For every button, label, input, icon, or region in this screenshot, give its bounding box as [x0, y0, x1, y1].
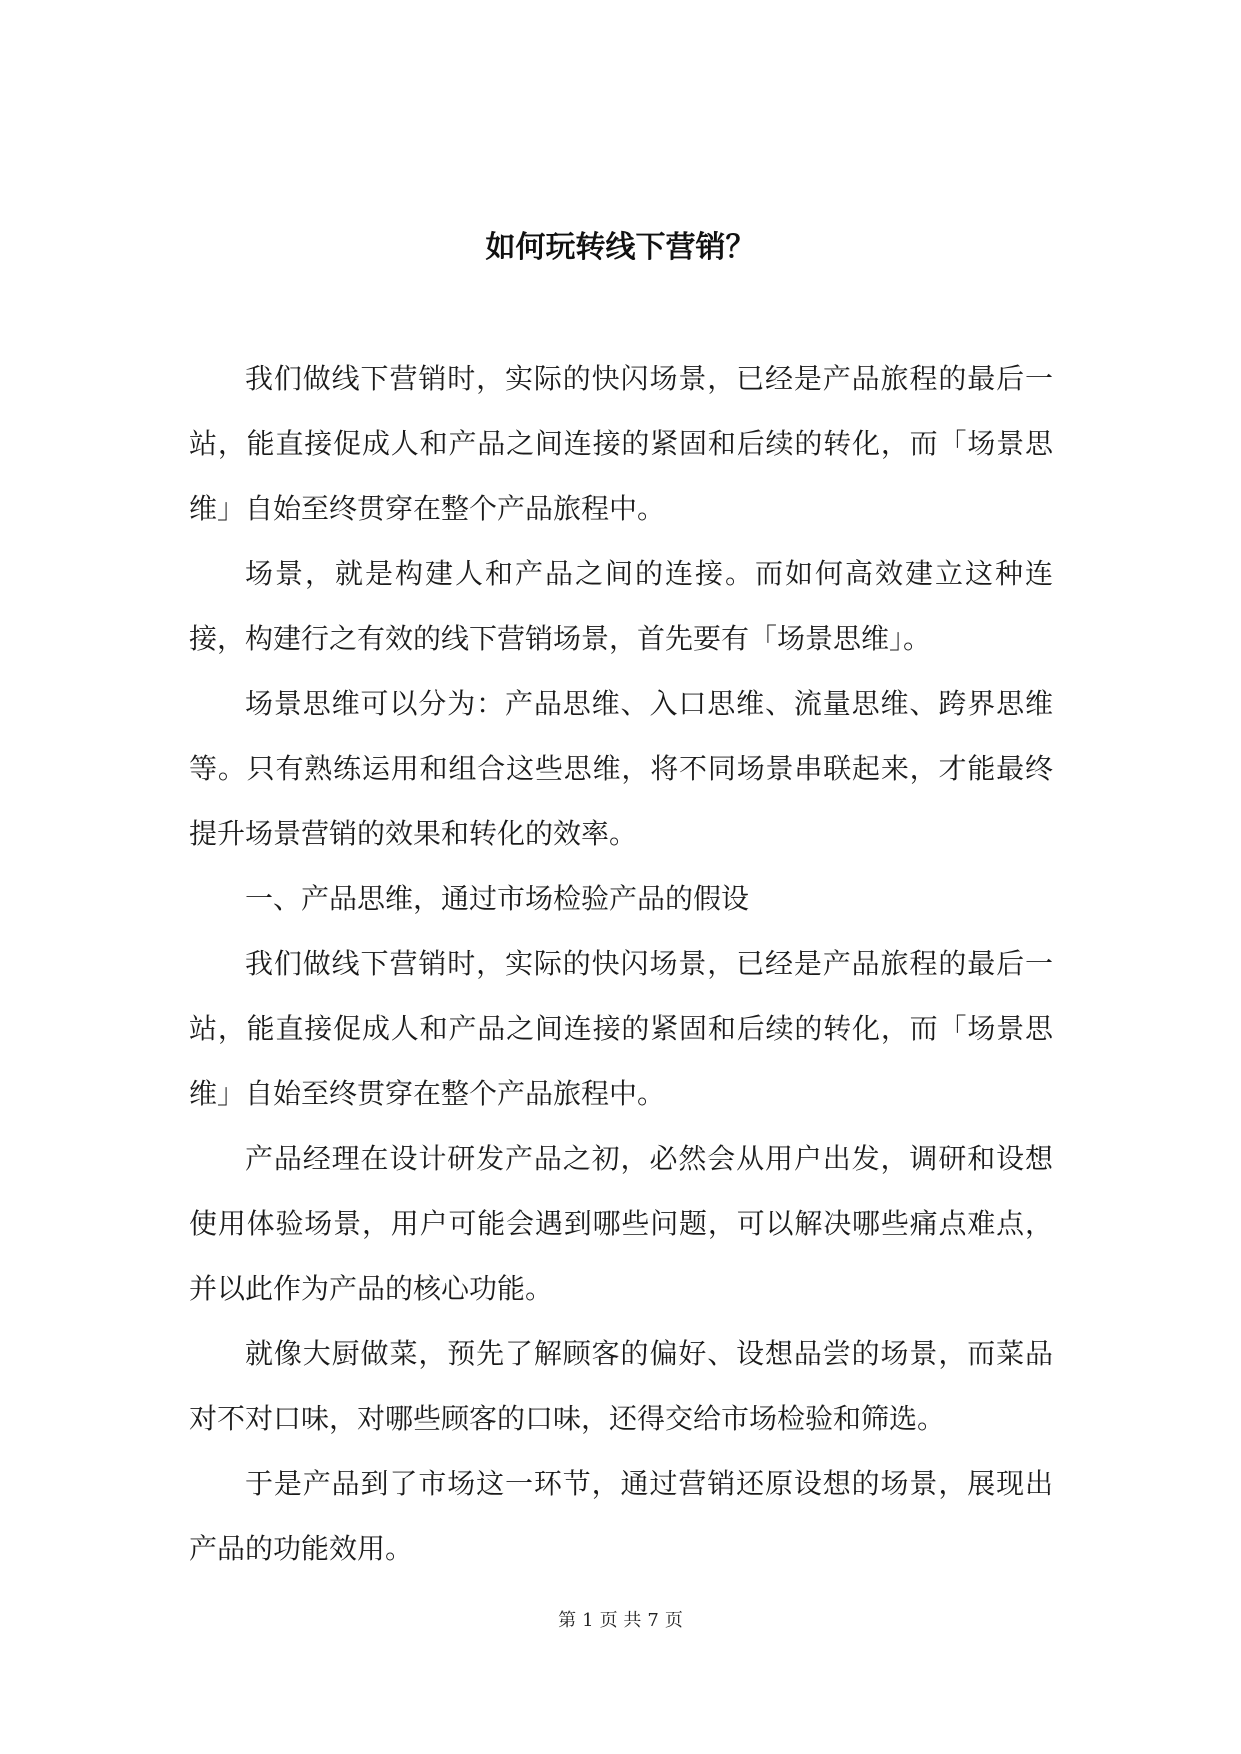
paragraph: 场景，就是构建人和产品之间的连接。而如何高效建立这种连接，构建行之有效的线下营销场景，首先要有「场景思维」。 [189, 557, 1053, 655]
document-body [189, 346, 1053, 1581]
paragraph: 产品经理在设计研发产品之初，必然会从用户出发，调研和设想使用体验场景，用户可能会遇到哪些问题，可以解决哪些痛点难点，并以此作为产品的核心功能。 [189, 1142, 1053, 1305]
paragraph: 场景思维可以分为：产品思维、入口思维、流量思维、跨界思维等。只有熟练运用和组合这些思维，将不同场景串联起来，才能最终提升场景营销的效果和转化的效率。 [189, 687, 1053, 850]
footer-middle: 页 共 [599, 1610, 642, 1631]
footer-prefix: 第 [558, 1610, 577, 1631]
page-footer [0, 1608, 1241, 1634]
document-title: 如何玩转线下营销？ [485, 230, 756, 265]
paragraph: 于是产品到了市场这一环节，通过营销还原设想的场景，展现出产品的功能效用。 [189, 1467, 1053, 1565]
section-heading: 一、产品思维，通过市场检验产品的假设 [245, 882, 750, 915]
paragraph: 就像大厨做菜，预先了解顾客的偏好、设想品尝的场景，而菜品对不对口味，对哪些顾客的口味，还得交给市场检验和筛选。 [189, 1337, 1053, 1435]
footer-current-page: 1 [582, 1610, 594, 1631]
paragraph: 我们做线下营销时，实际的快闪场景，已经是产品旅程的最后一站，能直接促成人和产品之间连接的紧固和后续的转化，而「场景思维」自始至终贯穿在整个产品旅程中。 [189, 362, 1053, 525]
footer-total-pages: 7 [647, 1610, 659, 1631]
paragraph: 我们做线下营销时，实际的快闪场景，已经是产品旅程的最后一站，能直接促成人和产品之间连接的紧固和后续的转化，而「场景思维」自始至终贯穿在整个产品旅程中。 [189, 947, 1053, 1110]
footer-suffix: 页 [664, 1610, 683, 1631]
